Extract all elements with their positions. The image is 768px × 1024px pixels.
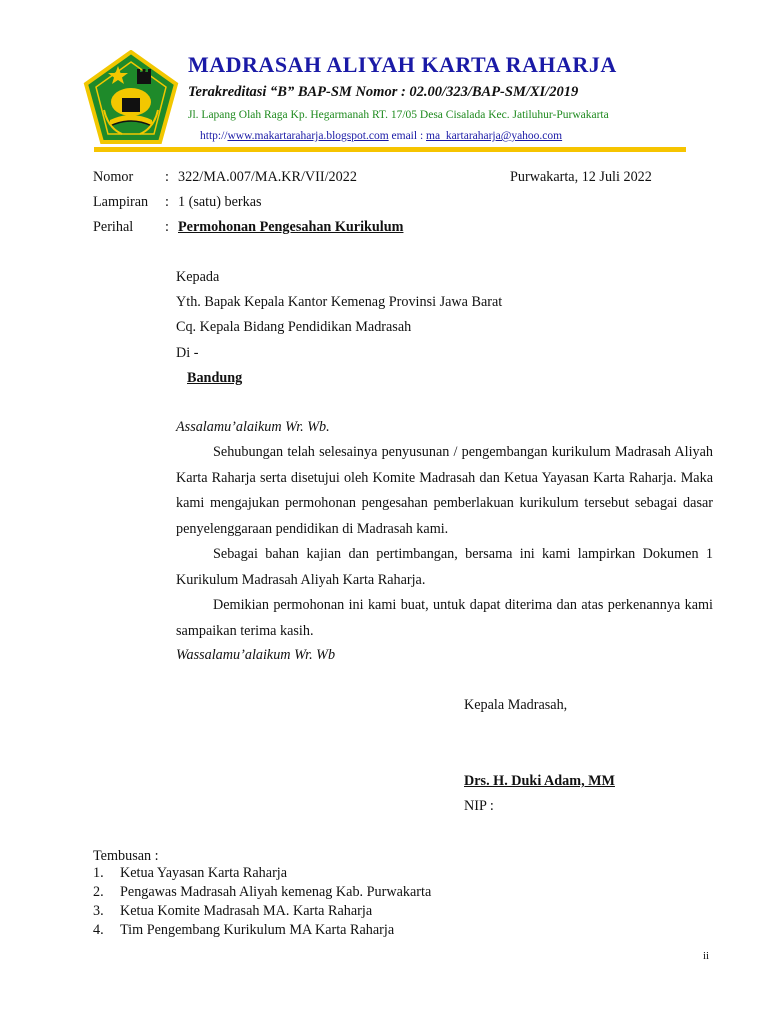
cc-heading: Tembusan : (93, 848, 159, 864)
accreditation-line: Terakreditasi “B” BAP-SM Nomor : 02.00/323/BAP-SM/XI/2019 (188, 84, 579, 100)
signatory-nip: NIP : (464, 798, 494, 814)
cc-list-item (93, 865, 287, 882)
recipient-city: Bandung (187, 370, 243, 386)
email-label: email : (388, 130, 427, 142)
cc-item-text: Pengawas Madrasah Aliyah kemenag Kab. Purwakarta (120, 884, 432, 900)
cc-list-item (93, 903, 372, 920)
perihal-label: Perihal (93, 219, 134, 235)
school-address: Jl. Lapang Olah Raga Kp. Hegarmanah RT. 17/05 Desa Cisalada Kec. Jatiluhur-Purwakarta (188, 109, 609, 121)
cc-list-item (93, 884, 431, 901)
nomor-value: 322/MA.007/MA.KR/VII/2022 (178, 169, 357, 185)
letter-body (176, 440, 713, 644)
madrasah-emblem-icon (82, 50, 180, 146)
letter-date: Purwakarta, 12 Juli 2022 (510, 169, 652, 185)
website-link[interactable]: www.makartaraharja.blogspot.com (227, 130, 389, 142)
perihal-value: Permohonan Pengesahan Kurikulum (178, 219, 404, 235)
page-number: ii (703, 950, 710, 962)
recipient-line-1: Kepada (176, 269, 220, 285)
cc-item-text: Ketua Komite Madrasah MA. Karta Raharja (120, 903, 373, 919)
signatory-name: Drs. H. Duki Adam, MM (464, 773, 615, 789)
web-prefix: http:// (200, 130, 228, 142)
cc-item-text: Tim Pengembang Kurikulum MA Karta Raharja (120, 922, 395, 938)
closing: Wassalamu’alaikum Wr. Wb (176, 647, 336, 663)
body-paragraph-1: Sehubungan telah selesainya penyusunan / pengembangan kurikulum Madrasah Aliyah Karta Raharja serta disetujui oleh Komite Madrasah dan Ketua Yayasan Karta Raharja. Maka kami mengajukan permohonan pengesahan pemberlakuan kurikulum tersebut sebagai dasar penyelenggaraan pendidikan di Madrasah kami. (176, 444, 713, 537)
cc-item-number: 4. (93, 922, 104, 938)
nomor-label: Nomor (93, 169, 134, 185)
school-name: MADRASAH ALIYAH KARTA RAHARJA (188, 52, 617, 77)
body-paragraph-2: Sebagai bahan kajian dan pertimbangan, bersama ini kami lampirkan Dokumen 1 Kurikulum Madrasah Aliyah Karta Raharja. (176, 546, 713, 588)
cc-list-item (93, 922, 394, 939)
cc-item-text: Ketua Yayasan Karta Raharja (120, 865, 288, 881)
lampiran-value: 1 (satu) berkas (178, 194, 262, 210)
recipient-line-2: Yth. Bapak Kepala Kantor Kemenag Provinsi Jawa Barat (176, 294, 503, 310)
cc-item-number: 2. (93, 884, 104, 900)
email-link[interactable]: ma_kartaraharja@yahoo.com (426, 130, 563, 142)
cc-item-number: 1. (93, 865, 104, 881)
nomor-colon: : (165, 169, 169, 185)
recipient-line-4: Di - (176, 345, 199, 361)
letterhead-divider (94, 147, 686, 152)
recipient-line-3: Cq. Kepala Bidang Pendidikan Madrasah (176, 319, 412, 335)
perihal-colon: : (165, 219, 169, 235)
contact-line (200, 130, 562, 142)
body-paragraph-3: Demikian permohonan ini kami buat, untuk dapat diterima dan atas perkenannya kami sampaikan terima kasih. (176, 597, 713, 639)
lampiran-colon: : (165, 194, 169, 210)
signature-title: Kepala Madrasah, (464, 697, 568, 713)
cc-item-number: 3. (93, 903, 104, 919)
greeting: Assalamu’alaikum Wr. Wb. (176, 419, 330, 435)
lampiran-label: Lampiran (93, 194, 149, 210)
